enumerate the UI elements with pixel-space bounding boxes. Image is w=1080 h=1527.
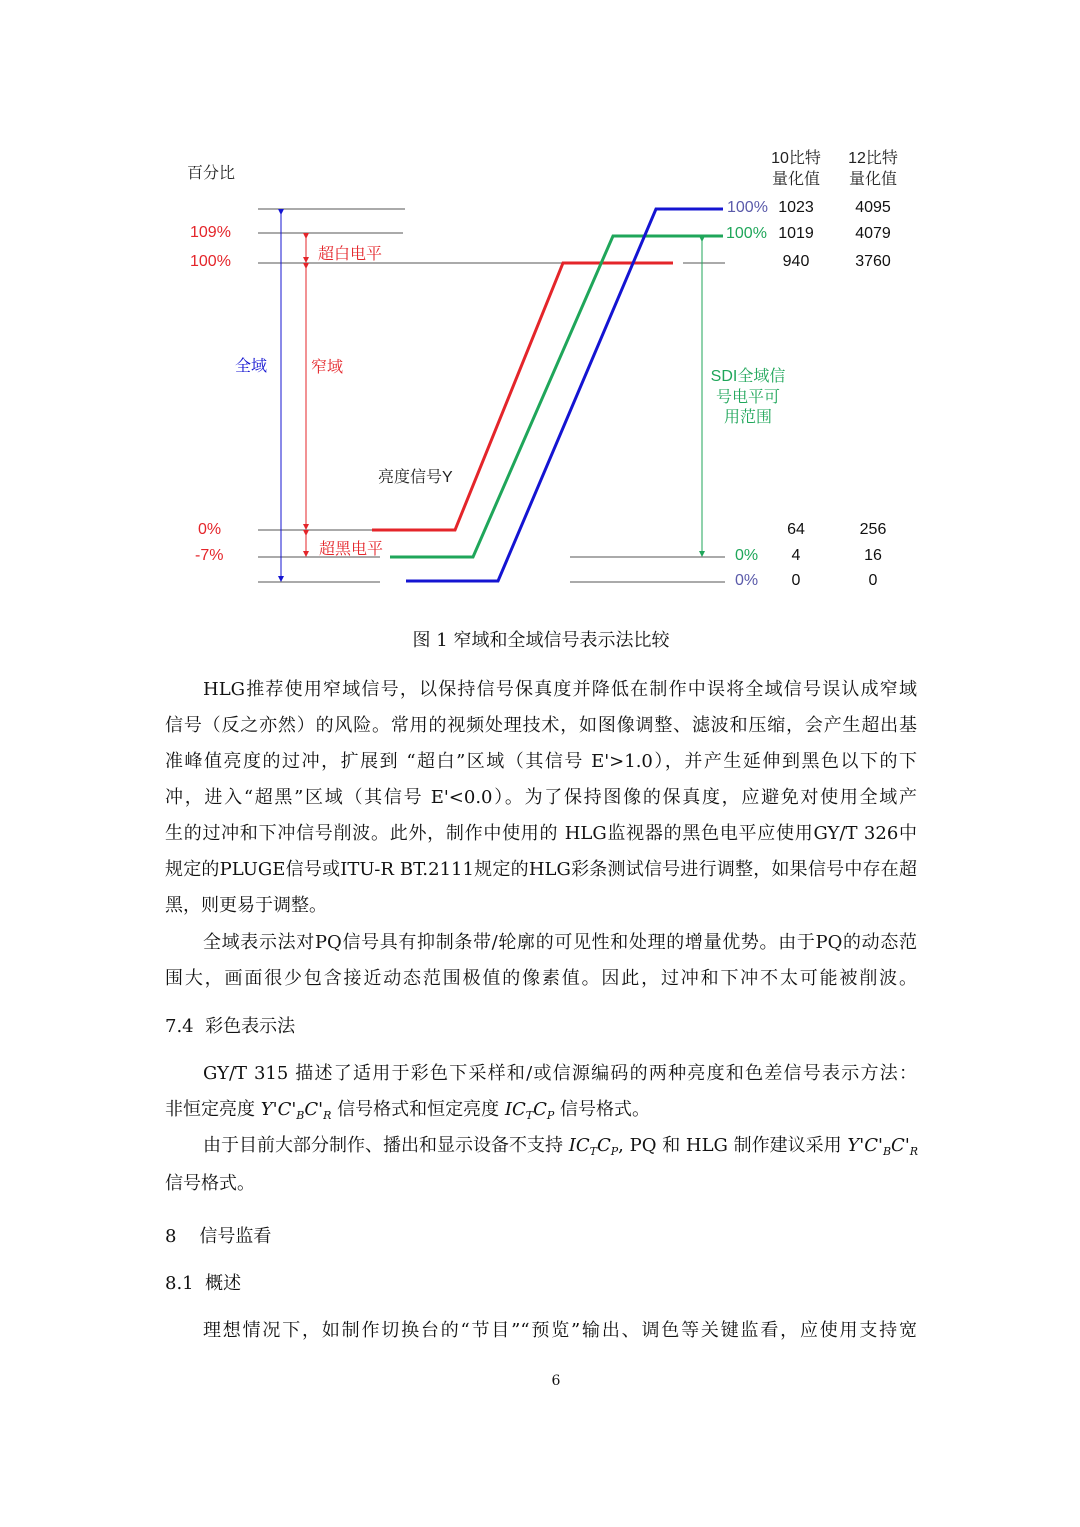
green-100-label: 100% xyxy=(726,225,767,242)
section-title: 概述 xyxy=(205,1273,242,1294)
ictcp-symbol: $IC_TC_P$ xyxy=(568,1135,619,1158)
section-number: 8.1 xyxy=(165,1273,194,1294)
text-segment: 由于目前大部分制作、播出和显示设备不支持 xyxy=(203,1135,569,1156)
value-10bit: 4 xyxy=(791,547,801,564)
section-number: 8 xyxy=(165,1226,177,1247)
value-10bit: 1019 xyxy=(778,225,814,242)
section-title: 彩色表示法 xyxy=(205,1016,296,1037)
col-10bit-header xyxy=(771,148,821,190)
luma-signal-label: 亮度信号Y xyxy=(378,469,453,486)
page-number: 6 xyxy=(551,1373,561,1389)
ictcp-symbol: $IC_TC_P$ xyxy=(504,1099,555,1122)
y-axis-title: 百分比 xyxy=(187,165,236,182)
text-segment: 信号格式。 xyxy=(554,1099,651,1120)
paragraph-line: 准峰值亮度的过冲，扩展到 “超白”区域（其信号 E'>1.0），并产生延伸到黑色以下的下 xyxy=(165,751,917,772)
paragraph-line: 冲，进入“超黑”区域（其信号 E'<0.0）。为了保持图像的保真度，应避免对使用全域产 xyxy=(165,787,917,808)
value-12bit: 256 xyxy=(859,521,887,538)
sdi-label-line: 用范围 xyxy=(723,409,772,426)
col-12bit-title-2: 量化值 xyxy=(848,171,897,188)
section-number: 7.4 xyxy=(165,1016,194,1037)
text-segment: 非恒定亮度 xyxy=(165,1099,261,1120)
value-10bit: 0 xyxy=(791,572,801,589)
value-10bit: 940 xyxy=(782,253,810,270)
paragraph-line: 信号（反之亦然）的风险。常用的视频处理技术，如图像调整、滤波和压缩，会产生超出基 xyxy=(165,715,917,736)
value-12bit: 4079 xyxy=(855,225,891,242)
red-signal-curve xyxy=(372,263,673,530)
range-comparison-diagram xyxy=(0,0,1080,620)
col-10bit-title-1: 10比特 xyxy=(771,150,821,167)
section-heading-7-4 xyxy=(165,1017,295,1037)
sdi-range-label xyxy=(711,367,786,429)
paragraph-line: 理想情况下，如制作切换台的“节目”“预览”输出、调色等关键监看，应使用支持宽 xyxy=(203,1320,917,1341)
green-0-label: 0% xyxy=(735,547,759,564)
figure-caption: 图 1 窄域和全域信号表示法比较 xyxy=(412,630,670,651)
paragraph-line: 围大，画面很少包含接近动态范围极值的像素值。因此，过冲和下冲不太可能被削波。 xyxy=(165,968,917,989)
value-12bit: 4095 xyxy=(855,199,891,216)
reference-lines xyxy=(258,209,725,582)
section-heading-8-1 xyxy=(165,1274,241,1294)
paragraph-line: 全域表示法对PQ信号具有抑制条带/轮廓的可见性和处理的增量优势。由于PQ的动态范 xyxy=(203,932,917,953)
label-minus7: -7% xyxy=(195,547,224,564)
label-100: 100% xyxy=(190,253,231,270)
paragraph-line xyxy=(203,1136,918,1156)
super-black-label: 超黑电平 xyxy=(319,541,384,558)
narrow-range-label: 窄域 xyxy=(311,359,344,376)
value-10bit: 64 xyxy=(787,521,805,538)
paragraph-line: 规定的PLUGE信号或ITU-R BT.2111规定的HLG彩条测试信号进行调整，如果信号中存在超 xyxy=(165,859,917,880)
blue-0-label: 0% xyxy=(735,572,759,589)
value-12bit: 0 xyxy=(868,572,878,589)
paragraph-line: GY/T 315 描述了适用于彩色下采样和/或信源编码的两种亮度和色差信号表示方法： xyxy=(203,1063,917,1084)
paragraph-line: 黑，则更易于调整。 xyxy=(165,895,327,916)
paragraph-line xyxy=(165,1100,650,1120)
col-10bit-title-2: 量化值 xyxy=(771,171,820,188)
ycbcr-symbol: $Y'C'_BC'_R$ xyxy=(847,1135,919,1158)
ycbcr-symbol: $Y'C'_BC'_R$ xyxy=(260,1099,332,1122)
blue-100-label: 100% xyxy=(727,199,768,216)
value-12bit: 16 xyxy=(864,547,882,564)
section-title: 信号监看 xyxy=(199,1226,272,1247)
col-12bit-title-1: 12比特 xyxy=(848,150,898,167)
super-white-label: 超白电平 xyxy=(318,246,383,263)
label-109: 109% xyxy=(190,224,231,241)
value-12bit: 3760 xyxy=(855,253,891,270)
text-segment: 信号格式和恒定亮度 xyxy=(331,1099,505,1120)
paragraph-line: HLG推荐使用窄域信号，以保持信号保真度并降低在制作中误将全域信号误认成窄域 xyxy=(203,679,917,700)
blue-signal-curve xyxy=(406,209,723,581)
green-signal-curve xyxy=(390,236,723,557)
sdi-label-line: SDI全域信 xyxy=(710,368,786,385)
value-10bit: 1023 xyxy=(778,199,814,216)
full-range-label: 全域 xyxy=(235,358,268,375)
paragraph-line: 信号格式。 xyxy=(165,1173,255,1194)
col-12bit-header xyxy=(848,148,898,190)
section-heading-8 xyxy=(165,1227,271,1247)
sdi-label-line: 号电平可 xyxy=(715,388,780,406)
paragraph-line: 生的过冲和下冲信号削波。此外，制作中使用的 HLG监视器的黑色电平应使用GY/T 326中 xyxy=(165,823,917,844)
text-segment: , PQ 和 HLG 制作建议采用 xyxy=(618,1135,848,1156)
label-0: 0% xyxy=(198,521,222,538)
